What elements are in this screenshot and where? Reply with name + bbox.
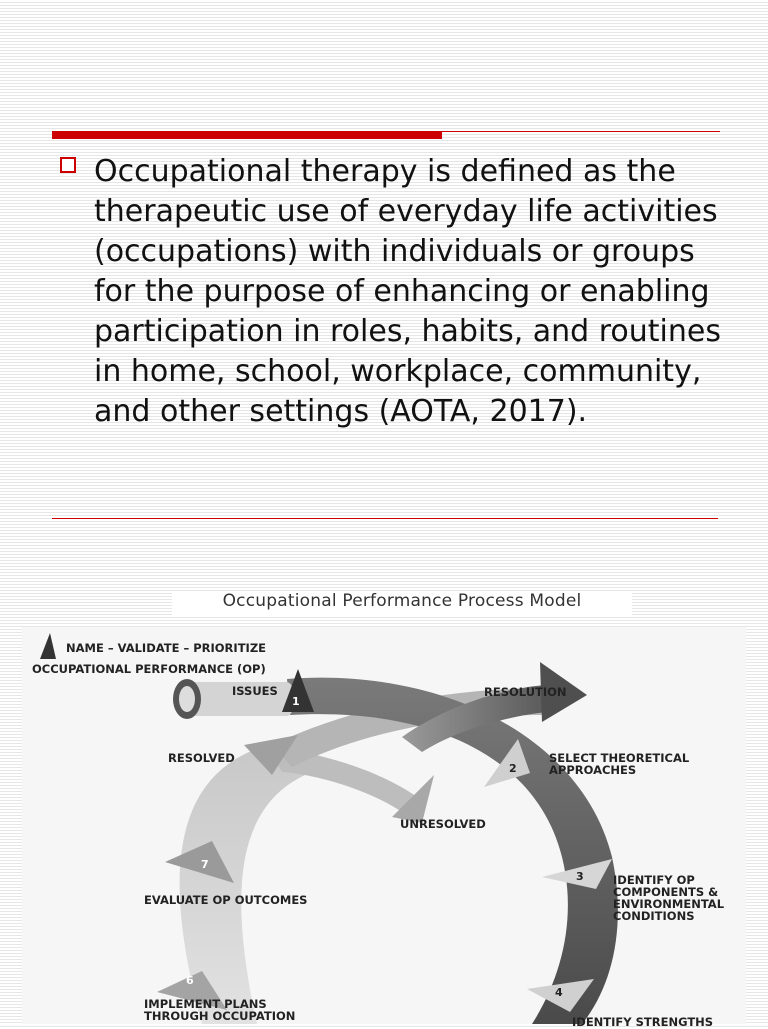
step-number-3: 3	[576, 870, 584, 883]
implement-plans-label: IMPLEMENT PLANS THROUGH OCCUPATION	[144, 997, 296, 1023]
definition-text: Occupational therapy is defined as the therapeutic use of everyday life activities (occupations) with individuals or groups for the purpose of enhancing or enabling participation in roles, habits, and routines in home, school, workplace, community, and other settings (AOTA, 2017).	[94, 154, 721, 429]
start-ellipse-inner	[179, 686, 195, 712]
header-label-line2: OCCUPATIONAL PERFORMANCE (OP)	[32, 662, 266, 676]
issues-label: ISSUES	[232, 684, 278, 698]
resolution-label: RESOLUTION	[484, 685, 567, 699]
resolved-label: RESOLVED	[168, 751, 235, 765]
content-rule	[52, 518, 718, 519]
header-label-line1: NAME – VALIDATE – PRIORITIZE	[66, 641, 267, 655]
identify-op-label: IDENTIFY OP COMPONENTS & ENVIRONMENTAL CONDITIONS	[613, 873, 725, 923]
process-diagram	[22, 627, 746, 1024]
select-theoretical-label: SELECT THEORETICAL APPROACHES	[549, 751, 690, 777]
header-pointer-icon	[40, 633, 56, 659]
title-rule-thin	[442, 131, 720, 132]
step-number-7: 7	[201, 858, 209, 871]
figure-title: Occupational Performance Process Model	[222, 591, 582, 611]
step-number-4: 4	[555, 986, 563, 999]
identify-strengths-label: IDENTIFY STRENGTHS	[572, 1015, 714, 1029]
step-number-1: 1	[292, 695, 300, 708]
evaluate-outcomes-label: EVALUATE OP OUTCOMES	[144, 893, 308, 907]
title-rule-thick	[52, 131, 442, 139]
step-number-2: 2	[509, 762, 517, 775]
unresolved-label: UNRESOLVED	[400, 817, 486, 831]
bullet-square-icon	[60, 157, 76, 173]
step-number-6: 6	[186, 974, 194, 987]
